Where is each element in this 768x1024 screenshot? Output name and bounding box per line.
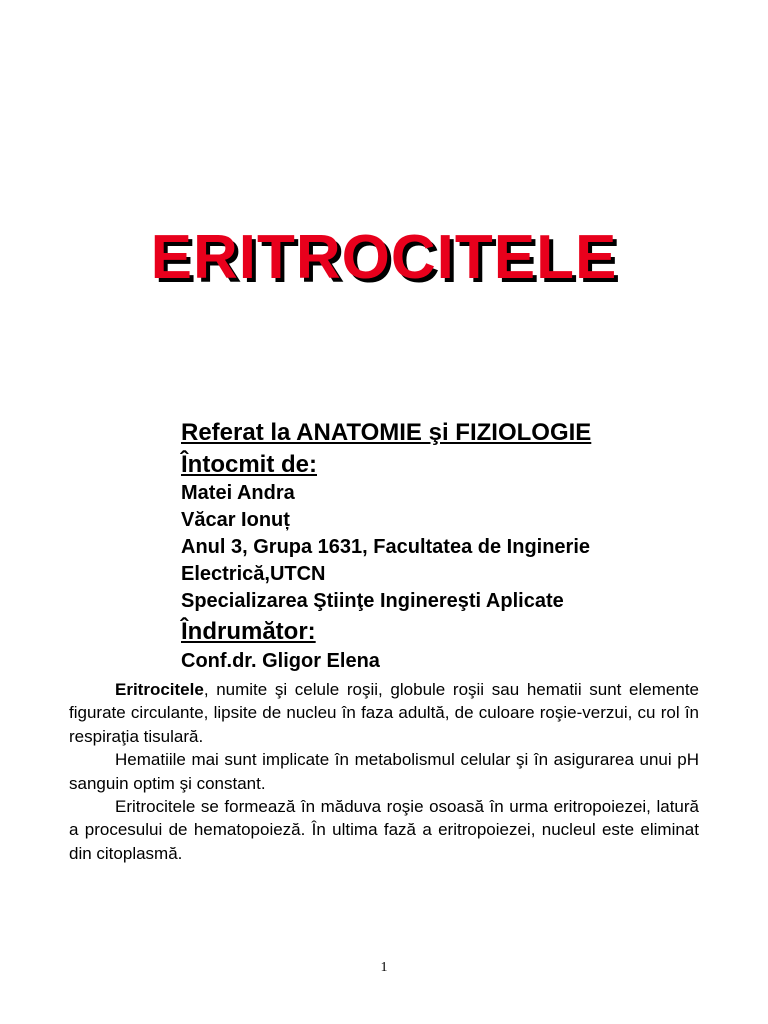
document-body — [69, 678, 699, 865]
paragraph-text: , numite şi celule roşii, globule roşii sau hematii sunt elemente figurate circulante, lipsite de nucleu în faza adultă, de culoare roşie-verzui, cu rol în respiraţia tisulară. — [69, 680, 699, 746]
advisor-name: Conf.dr. Gligor Elena — [181, 650, 380, 672]
document-title: ERITROCITELE — [150, 223, 618, 292]
author-name: Matei Andra — [181, 482, 295, 504]
body-paragraph — [69, 795, 699, 865]
author-name: Văcar Ionuț — [181, 509, 290, 531]
paragraph-lead-term: Eritrocitele — [115, 680, 204, 699]
specialization-line: Specializarea Ştiinţe Inginereşti Aplicate — [181, 590, 564, 612]
document-metadata — [181, 418, 721, 675]
advisor-heading: Îndrumător: — [181, 618, 316, 645]
paragraph-text: Hematiile mai sunt implicate în metabolismul celular şi în asigurarea unui pH sanguin optim şi constant. — [69, 750, 699, 793]
paragraph-text: Eritrocitele se formează în măduva roşie osoasă în urma eritropoiezei, latură a procesului de hematopoieză. În ultima fază a eritropoiezei, nucleul este eliminat din citoplasmă. — [69, 797, 699, 863]
subject-line: Referat la ANATOMIE şi FIZIOLOGIE — [181, 419, 592, 446]
body-paragraph — [69, 748, 699, 795]
prepared-by-heading: Întocmit de: — [181, 451, 317, 478]
affiliation-line: Electrică,UTCN — [181, 563, 326, 585]
page-number: 1 — [380, 960, 388, 975]
body-paragraph — [69, 678, 699, 748]
affiliation-line: Anul 3, Grupa 1631, Facultatea de Inginerie — [181, 536, 591, 558]
